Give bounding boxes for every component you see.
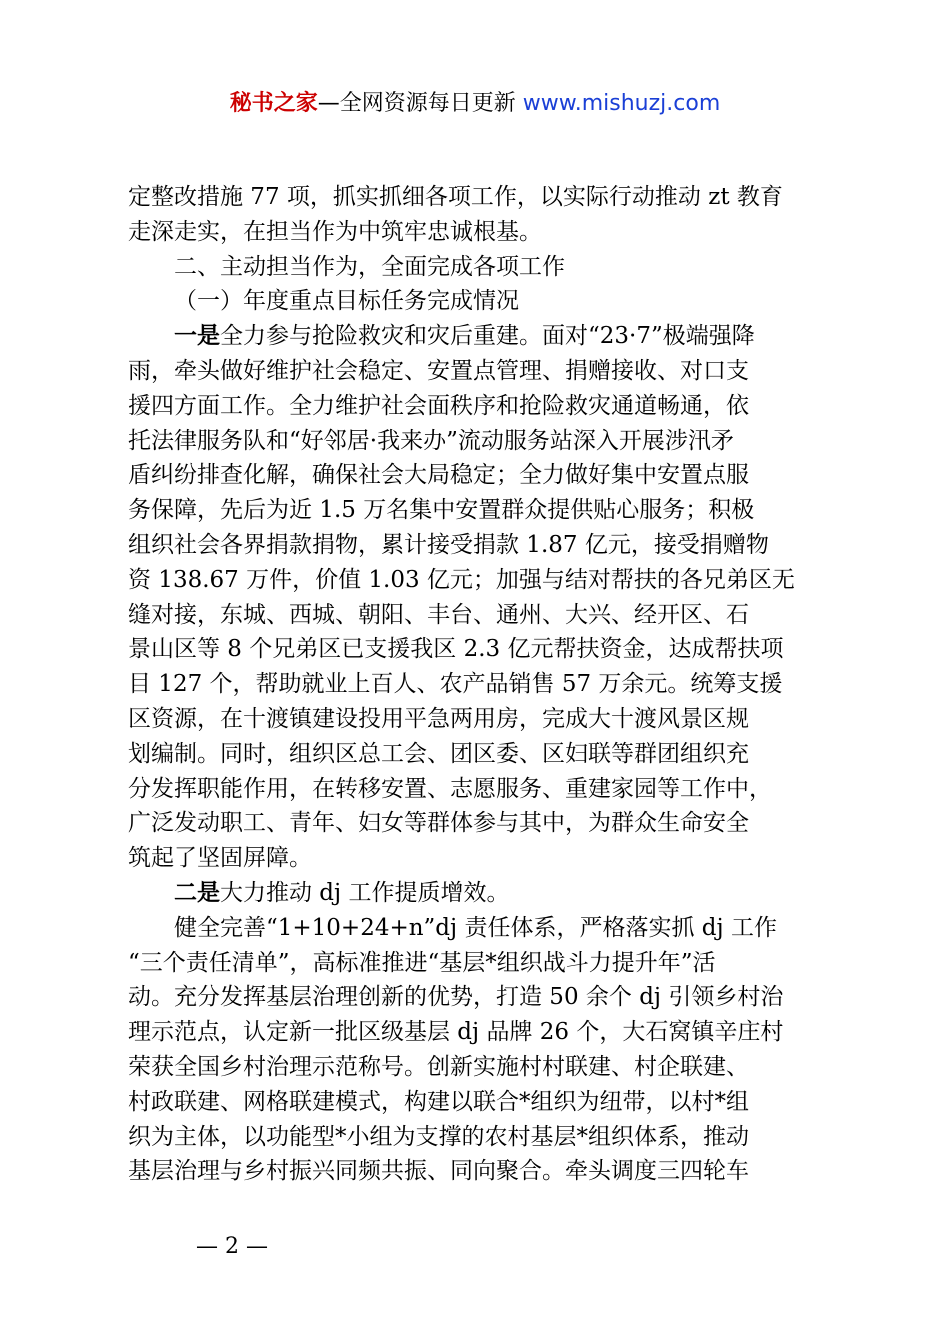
line-text: （一）年度重点目标任务完成情况: [174, 288, 519, 315]
line-text: 组织社会各界捐款捐物，累计接受捐款 1.87 亿元，接受捐赠物: [128, 531, 769, 558]
page-header: [0, 86, 950, 122]
line-text: 筑起了坚固屏障。: [128, 845, 312, 872]
text-line: [128, 632, 838, 667]
site-tagline: —全网资源每日更新: [317, 91, 523, 116]
lead-phrase: 二是: [174, 878, 220, 906]
text-line: [128, 737, 838, 772]
line-text: 划编制。同时，组织区总工会、团区委、区妇联等群团组织充: [128, 740, 749, 767]
line-text: 资 138.67 万件，价值 1.03 亿元；加强与结对帮扶的各兄弟区无: [128, 566, 795, 593]
line-text: 雨，牵头做好维护社会稳定、安置点管理、捐赠接收、对口支: [128, 357, 749, 384]
text-line: [128, 250, 838, 285]
text-line: [128, 841, 838, 876]
text-line: [128, 284, 838, 319]
text-line: [128, 806, 838, 841]
text-line: [128, 1050, 838, 1085]
text-line: [128, 702, 838, 737]
line-text: 全力参与抢险救灾和灾后重建。面对“23·7”极端强降: [220, 323, 755, 350]
line-text: “三个责任清单”，高标准推进“基层*组织战斗力提升年”活: [128, 949, 716, 976]
text-line: [128, 946, 838, 981]
line-text: 分发挥职能作用，在转移安置、志愿服务、重建家园等工作中，: [128, 775, 772, 802]
text-line: [128, 458, 838, 493]
line-text: 理示范点，认定新一批区级基层 dj 品牌 26 个，大石窝镇辛庄村: [128, 1019, 784, 1046]
line-text: 务保障，先后为近 1.5 万名集中安置群众提供贴心服务；积极: [128, 497, 755, 524]
text-line: [128, 772, 838, 807]
line-text: 健全完善“1+10+24+n”dj 责任体系，严格落实抓 dj 工作: [174, 914, 777, 941]
page-number: — 2 —: [196, 1234, 268, 1259]
text-line: [128, 389, 838, 424]
text-line: [128, 667, 838, 702]
text-line: [128, 180, 838, 215]
line-text: 缝对接，东城、西城、朝阳、丰台、通州、大兴、经开区、石: [128, 601, 749, 628]
text-line: [128, 1085, 838, 1120]
text-line: [128, 911, 838, 946]
site-url: www.mishuzj.com: [522, 91, 721, 116]
line-text: 二、主动担当作为，全面完成各项工作: [174, 253, 565, 280]
line-text: 广泛发动职工、青年、妇女等群体参与其中，为群众生命安全: [128, 810, 749, 837]
line-text: 走深走实，在担当作为中筑牢忠诚根基。: [128, 218, 542, 245]
line-text: 盾纠纷排查化解，确保社会大局稳定；全力做好集中安置点服: [128, 462, 749, 489]
text-line: [128, 354, 838, 389]
line-text: 织为主体，以功能型*小组为支撑的农村基层*组织体系，推动: [128, 1123, 749, 1150]
text-line: [128, 876, 838, 911]
line-text: 区资源，在十渡镇建设投用平急两用房，完成大十渡风景区规: [128, 705, 749, 732]
text-line: [128, 1120, 838, 1155]
line-text: 目 127 个，帮助就业上百人、农产品销售 57 万余元。统筹支援: [128, 671, 783, 698]
line-text: 援四方面工作。全力维护社会面秩序和抢险救灾通道畅通，依: [128, 392, 749, 419]
text-line: [128, 528, 838, 563]
site-brand: 秘书之家: [229, 91, 318, 116]
line-text: 景山区等 8 个兄弟区已支援我区 2.3 亿元帮扶资金，达成帮扶项: [128, 636, 784, 663]
line-text: 村政联建、网格联建模式，构建以联合*组织为纽带，以村*组: [128, 1088, 749, 1115]
text-line: [128, 563, 838, 598]
line-text: 大力推动 dj 工作提质增效。: [220, 879, 510, 906]
text-line: [128, 598, 838, 633]
document-body: [128, 180, 838, 1189]
line-text: 定整改措施 77 项，抓实抓细各项工作，以实际行动推动 zt 教育: [128, 184, 783, 210]
line-text: 托法律服务队和“好邻居·我来办”流动服务站深入开展涉汛矛: [128, 427, 734, 454]
text-line: [128, 319, 838, 354]
line-text: 动。充分发挥基层治理创新的优势，打造 50 余个 dj 引领乡村治: [128, 984, 784, 1011]
text-line: [128, 493, 838, 528]
text-line: [128, 424, 838, 459]
line-text: 荣获全国乡村治理示范称号。创新实施村村联建、村企联建、: [128, 1053, 749, 1080]
text-line: [128, 215, 838, 250]
text-line: [128, 980, 838, 1015]
line-text: 基层治理与乡村振兴同频共振、同向聚合。牵头调度三四轮车: [128, 1158, 749, 1185]
text-line: [128, 1015, 838, 1050]
text-line: [128, 1154, 838, 1189]
lead-phrase: 一是: [174, 322, 220, 350]
